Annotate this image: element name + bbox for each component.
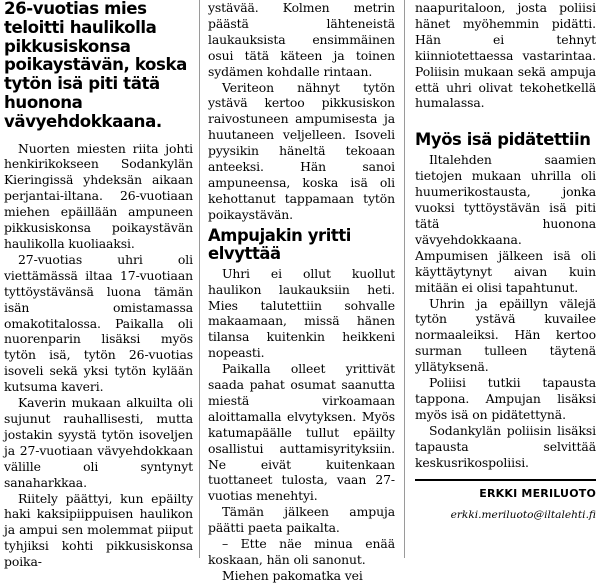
author-byline: ERKKI MERILUOTO [479,487,596,501]
body-paragraph: Paikalla olleet yrittivät saada pahat osumat saanutta miestä virkoamaan aloittamalla elvytyksen. Myös katumapäälle tullut epäilty osallistui auttamisyrityksiin. Ne eivät kuitenkaan tuottaneet tulosta, vaan 27-vuotias menehtyi. [208,361,395,504]
byline-rule [415,479,596,481]
body-paragraph-continued: ystävää. Kolmen metrin päästä lähteneistä laukauksista ensimmäinen osui tätä käteen ja toinen sydämen kohdalle rintaan. [208,0,395,79]
body-paragraph: Uhri ei ollut kuollut haulikon laukauksiin heti. Mies talutettiin sohvalle makaamaan, missä hänen tilansa kuitenkin heikkeni nopeasti. [208,265,395,361]
body-paragraph: Poliisi tutkii tapausta tappona. Ampujan lisäksi myös isä on pidätettynä. [415,375,596,422]
subheading: Myös isä pidätettiin [415,130,591,150]
column-divider [404,0,405,558]
column-divider [199,0,200,558]
column-2 [208,0,395,584]
article-headline: 26-vuotias mies teloitti haulikolla pikkusiskonsa poikaystävän, koska tytön isä piti tätä huonona vävyehdokkaana. [4,0,187,131]
body-paragraph: Iltalehden saamien tietojen mukaan uhrilla oli huumerikostausta, jonka vuoksi tyttöystävän isä piti tätä huonona vävyehdokkaana. Ampumisen jälkeen isä oli käyttäytynyt aivan kuin mitään ei olisi tapahtunut. [415,152,596,295]
body-paragraph: Tämän jälkeen ampuja päätti paeta paikalta. [208,504,395,536]
body-paragraph-continued: naapuritaloon, josta poliisi hänet myöhemmin pidätti. Hän ei tehnyt kiinniotettaessa vastarintaa. Poliisin mukaan sekä ampuja että uhri olivat tekohetkellä humalassa. [415,0,596,111]
body-paragraph: 27-vuotias uhri oli viettämässä iltaa 17-vuotiaan tyttöystävänsä luona tämän isän omistamassa omakotitalossa. Paikalla oli nuorenparin lisäksi myös tytön isä, tytön 26-vuotias isoveli sekä yksi tytön kylään kutsuma kaveri. [4,251,193,395]
body-paragraph: Kaverin mukaan alkuilta oli sujunut rauhallisesti, mutta jostakin syystä tytön isoveljen ja 27-vuotiaan vävyehdokkaan välille oli syntynyt sanaharkkaa. [4,395,193,490]
body-paragraph: Uhrin ja epäillyn välejä tytön ystävä kuvailee normaaleiksi. Hän kertoo surman tulleen täytenä yllätyksenä. [415,295,596,375]
body-paragraph: Miehen pakomatka vei [222,567,363,583]
body-paragraph: Veriteon nähnyt tytön ystävä kertoo pikkusiskon raivostuneen ampumisesta ja huutaneen veljelleen. Isoveli pyysikin häneltä tekoaan anteeksi. Hän sanoi ampuneensa, koska isä oli kehottanut tappamaan tytön poikaystävän. [208,79,395,222]
column-3 [415,0,596,521]
body-paragraph: Nuorten miesten riita johti henkirikokseen Sodankylän Kieringissä yhdeksän aikaan perjantai-iltana. 26-vuotiaan miehen epäillään ampuneen pikkusiskonsa poikaystävän haulikolla kuoliaaksi. [4,140,193,252]
body-paragraph: Riitely päättyi, kun epäilty haki kaksipiippuisen haulikon ja ampui sen molemmat piiput tyhjiksi kohti pikkusiskonsa poika- [4,490,193,570]
author-email[interactable]: erkki.meriluoto@iltalehti.fi [450,509,596,522]
column-1 [4,0,193,570]
subheading: Ampujakin yritti elvyttää [208,225,352,263]
body-paragraph: – Ette näe minua enää koskaan, hän oli sanonut. [208,536,395,567]
body-paragraph: Sodankylän poliisin lisäksi tapausta selvittää keskusrikospoliisi. [415,422,596,470]
